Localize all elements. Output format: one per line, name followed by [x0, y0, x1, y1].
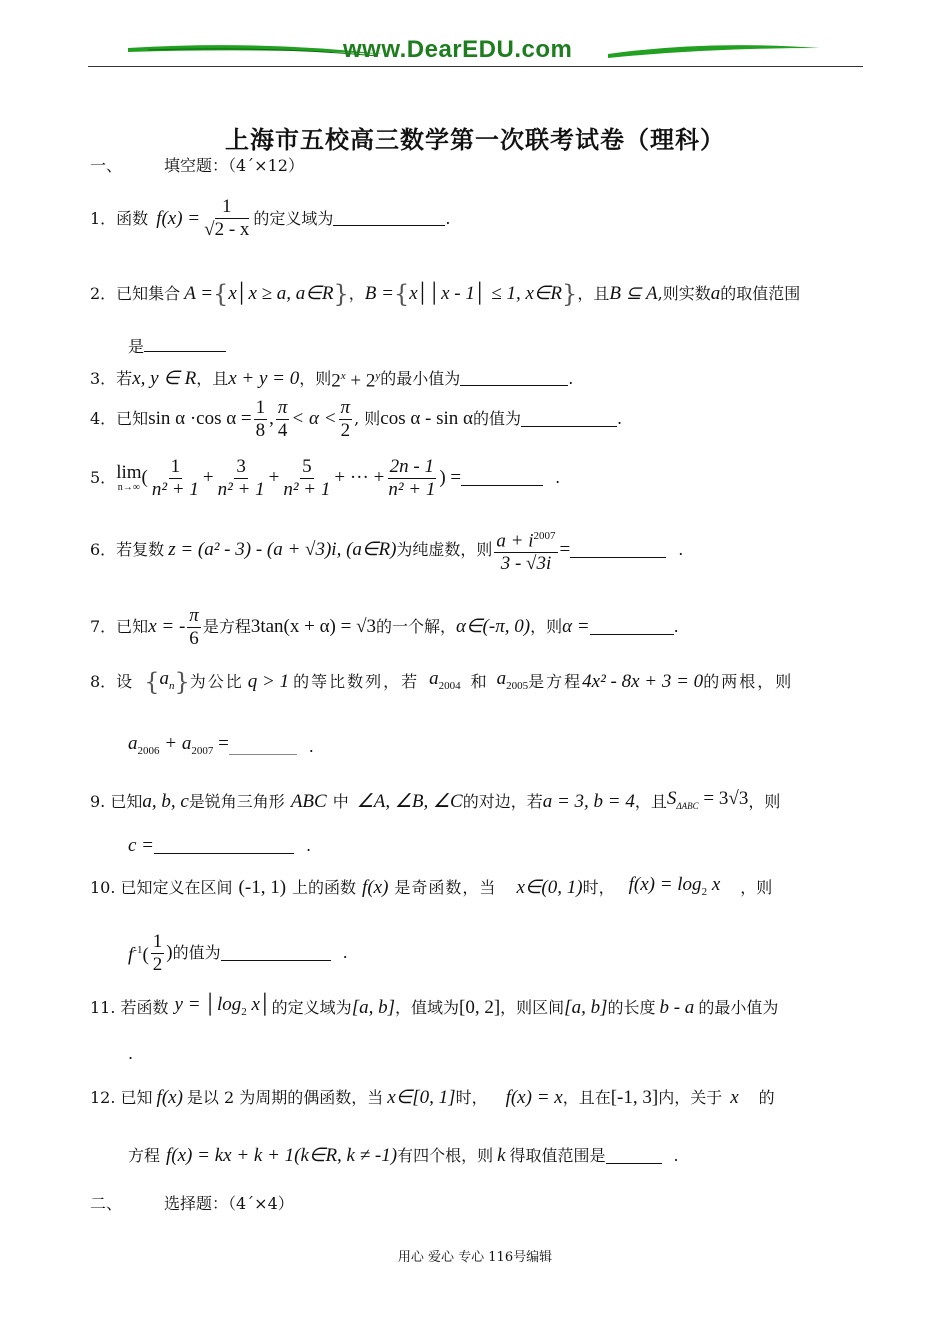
q9-answer-blank[interactable] [154, 839, 294, 854]
site-logo[interactable]: www.DearEDU.com [343, 36, 573, 63]
q5-prefix: 5． [90, 468, 117, 487]
q10-when: 时， [582, 878, 615, 897]
q12-mid: 是以 2 为周期的偶函数，当 [186, 1088, 384, 1107]
q12-prefix: 12. 已知 [90, 1088, 153, 1107]
q4-expr2: cos α - sin α [380, 408, 474, 429]
q9-vals: a = 3, b = 4 [542, 791, 635, 812]
q7-answer-blank[interactable] [590, 620, 674, 635]
q12-f: f(x) [156, 1087, 183, 1108]
q2-prefix: 2．已知集合 [90, 284, 181, 303]
q12-l2-prefix: 方程 [128, 1146, 161, 1165]
q8-q: q > 1 [247, 671, 290, 692]
section-one-number: 一、 [90, 156, 123, 175]
q11-period: . [128, 1044, 134, 1063]
q3-prefix: 3．若 [90, 368, 133, 388]
q11-prefix: 11. 若函数 [90, 998, 169, 1017]
q8-mid2: 的等比数列，若 [293, 672, 420, 691]
q10-range: x∈(0, 1) [516, 877, 583, 898]
q10-prefix: 10. 已知定义在区间 [90, 878, 233, 897]
q11-len: b - a [659, 997, 695, 1018]
q5-frac4: $\frac{2n - 1}{\text{n² + 1}}$ [388, 455, 436, 500]
q5-close: ) = [439, 467, 462, 488]
q11-range: [0, 2] [459, 997, 501, 1018]
q2-and: ，且 [577, 284, 610, 303]
q11-tail: 的最小值为 [698, 998, 779, 1017]
q5-frac3: $\frac{5}{\text{n² + 1}}$ [283, 455, 331, 500]
q4-frac1: $\frac{1}{8}$ [255, 396, 266, 441]
q1-frac-num: 1 [222, 196, 232, 217]
q11-mid3: ，则区间 [500, 998, 565, 1017]
q1-tail: 的定义域为 [253, 208, 334, 228]
q2-answer-blank[interactable] [144, 337, 226, 352]
q7-range: α∈(-π, 0) [456, 616, 531, 637]
section-one-label: 填空题：（4´×12） [164, 156, 304, 175]
q11-mid2: ，值域为 [394, 998, 459, 1017]
q7-then: ，则 [530, 617, 563, 636]
q3-eq: x + y = 0 [228, 367, 300, 389]
q12-and: ，且在 [562, 1088, 611, 1107]
q3-vars: x, y ∈ R [132, 367, 197, 389]
q5-lim: lim n→∞ [116, 462, 142, 493]
question-9 [90, 784, 780, 820]
right-swoosh-icon [608, 38, 823, 62]
q9-then: ，则 [748, 792, 781, 811]
q7-eq: 3tan(x + α) = √3 [250, 616, 377, 637]
question-1: 1．函数 f(x) = $\frac{1}{√2 - x}$ 的定义域为 . [90, 196, 451, 240]
question-8-line2: $a_{2006} + a_{2007}$ = . [128, 734, 314, 761]
q12-x: x [730, 1087, 739, 1108]
q2-tail2: 的取值范围 [720, 284, 801, 303]
q4-frac3: $\frac{\pi}{2}$ [340, 396, 351, 441]
q6-fraction: $\frac{a + i^{2007}}{3 - √3i}$ [494, 525, 557, 575]
q7-alpha: α = [562, 616, 590, 637]
q3-and: ，且 [196, 368, 229, 388]
q8-mid: 为公比 [189, 672, 244, 691]
page-footer: 用心 爱心 专心 116号编辑 [397, 1250, 553, 1265]
q5-dots: + ··· + [334, 467, 385, 488]
q7-mid2: 的一个解， [376, 617, 457, 636]
q12-l2-tail: 得取值范围是 [509, 1146, 606, 1165]
section-two-label: 选择题：（4´×4） [164, 1194, 294, 1213]
q3-then: ，则 [299, 368, 332, 388]
q12-fx: f(x) = x [505, 1087, 563, 1108]
section-two-number: 二、 [90, 1194, 123, 1213]
q10-tail: 的值为 [172, 943, 221, 962]
q6-prefix: 6．若复数 [90, 540, 165, 559]
q3-tail: 的最小值为 [380, 368, 461, 388]
left-brace-icon: { [213, 280, 229, 308]
q5-open: ( [141, 467, 148, 488]
q2-var: a [710, 283, 721, 304]
question-4: 4．已知 sin α ·cos α = $\frac{1}{8}$ , $\frac{\pi}{4}$ < α < $\frac{\pi}{2}$ , 则 cos α - sin α 的值为 . [90, 396, 623, 441]
q9-prefix: 9. 已知 [90, 792, 143, 811]
q8-mid3: 是方程 [528, 672, 583, 691]
q10-mid2: 是奇函数，当 [394, 878, 497, 897]
q2-set-a-body: x│x ≥ a, a∈R [228, 283, 334, 304]
q4-answer-blank[interactable] [521, 412, 617, 427]
q7-mid: 是方程 [202, 617, 251, 636]
q8-a2004: $a_{2004}$ [429, 667, 461, 692]
question-10 [90, 870, 772, 906]
q2-set-a: A = [184, 283, 214, 304]
q10-fx: $f(x) = \log_2 x$ [628, 873, 721, 898]
q9-and: ，且 [634, 792, 667, 811]
page-title: 上海市五校高三数学第一次联考试卷（理科） [225, 126, 725, 154]
q8-prefix: 8．设 [90, 672, 133, 691]
q9-abc-triangle: ABC [290, 791, 327, 812]
q2-set-b-body: x││x - 1│ ≤ 1, x∈R [409, 283, 563, 304]
q11-mid: 的定义域为 [271, 998, 352, 1017]
right-brace-icon: } [562, 280, 578, 308]
q12-in: 内，关于 [658, 1088, 723, 1107]
q9-mid2: 的对边，若 [462, 792, 543, 811]
q7-fraction: $\frac{\pi}{6}$ [189, 604, 199, 649]
q9-zh: 中 [332, 792, 349, 811]
question-11 [90, 990, 778, 1026]
q2-set-b: B = [364, 283, 394, 304]
q3-expr: $2^x + 2^y$ [331, 370, 381, 392]
q10-close: ) [166, 942, 173, 963]
question-2 [90, 280, 801, 308]
q10-interval: (-1, 1) [238, 877, 287, 898]
q12-l2-mid: 有四个根，则 [397, 1146, 494, 1165]
q8-tail: 的两根，则 [703, 672, 794, 691]
q11-ab: [a, b] [351, 997, 395, 1018]
q8-eq: 4x² - 8x + 3 = 0 [582, 671, 704, 692]
q12-range: x∈[0, 1] [387, 1087, 456, 1108]
q8-a2005: $a_{2005}$ [496, 667, 529, 692]
q8-and: 和 [470, 672, 487, 691]
q10-f: f(x) [362, 877, 389, 898]
q5-frac1: $\frac{1}{\text{n² + 1}}$ [151, 455, 199, 500]
q4-then: , 则 [354, 409, 381, 428]
q4-comma: , [269, 408, 274, 429]
q12-answer-blank[interactable] [606, 1149, 662, 1164]
q1-prefix: 1．函数 [90, 208, 149, 228]
q9-abc: a, b, c [142, 791, 189, 812]
q8-an: $a_n$ [159, 667, 175, 692]
q1-lhs: f(x) = [156, 207, 201, 229]
q3-answer-blank[interactable] [460, 371, 568, 386]
q11-mid4: 的长度 [607, 998, 656, 1017]
header-rule [88, 66, 863, 67]
q5-frac2: $\frac{3}{\text{n² + 1}}$ [217, 455, 265, 500]
question-8 [90, 664, 793, 700]
q2-comma: ， [348, 284, 365, 303]
question-9-line2: c = . [128, 835, 312, 856]
right-brace-icon: } [333, 280, 349, 308]
question-3: 3．若 x, y ∈ R ，且 x + y = 0 ，则 $2^x + 2^y$ 的最小值为 . [90, 367, 574, 392]
q10-mid: 上的函数 [292, 878, 357, 897]
left-brace-icon: { [144, 668, 160, 696]
header [88, 30, 863, 70]
q2-tail: ,则实数 [657, 284, 711, 303]
left-brace-icon: { [393, 280, 410, 308]
q4-lt: < α < [291, 408, 337, 429]
q9-mid: 是锐角三角形 [188, 792, 285, 811]
q12-l2-eq: f(x) = kx + k + 1(k∈R, k ≠ -1) [166, 1145, 398, 1166]
q9-c: c = [128, 835, 155, 856]
q5-answer-blank[interactable] [461, 471, 543, 486]
q9-angles: ∠A, ∠B, ∠C [356, 791, 463, 812]
question-10-line2: $f^{-1}$( $\frac{1}{2}$ ) 的值为 . [128, 930, 348, 975]
q4-prefix: 4．已知 [90, 409, 149, 428]
q7-x: x = - [148, 616, 186, 637]
q1-answer-blank[interactable] [333, 211, 445, 226]
q1-fraction [202, 196, 251, 241]
q6-eq: = [559, 539, 571, 560]
question-6: 6．若复数 z = (a² - 3) - (a + √3)i, (a∈R) 为纯虚数，则 $\frac{a + i^{2007}}{3 - √3i}$ = . [90, 522, 683, 578]
question-2-line2 [128, 337, 226, 357]
q6-mid: 为纯虚数，则 [396, 540, 493, 559]
q7-prefix: 7．已知 [90, 617, 149, 636]
q6-answer-blank[interactable] [570, 543, 666, 558]
q10-fraction: $\frac{1}{2}$ [152, 930, 163, 975]
q2-line2-text: 是 [128, 337, 145, 356]
q4-tail: 的值为 [473, 409, 522, 428]
q12-l2-k: k [497, 1145, 506, 1166]
q1-frac-den: √2 - x [204, 219, 250, 240]
q4-frac2: $\frac{\pi}{4}$ [277, 396, 288, 441]
q12-interval: [-1, 3] [610, 1087, 659, 1108]
q11-ab2: [a, b] [564, 997, 608, 1018]
q9-area: $S_{\Delta ABC} = 3√3$ [666, 787, 749, 811]
question-12 [90, 1080, 775, 1116]
q4-expr: sin α ·cos α = [148, 408, 252, 429]
q12-de: 的 [758, 1088, 775, 1107]
q10-then: ，则 [740, 878, 773, 897]
q2-subset: B ⊆ A [609, 283, 658, 304]
question-7: 7．已知 x = - $\frac{\pi}{6}$ 是方程 3tan(x + α) = √3 的一个解， α∈(-π, 0) ，则 α = . [90, 604, 679, 649]
q11-y: $y = │\log_2$ x│ [174, 993, 272, 1018]
q8-answer-blank[interactable] [229, 740, 297, 755]
q6-expr: z = (a² - 3) - (a + √3)i, (a∈R) [168, 539, 397, 560]
question-12-line2: 方程 f(x) = kx + k + 1(k∈R, k ≠ -1) 有四个根，则 k 得取值范围是 . [128, 1145, 679, 1166]
right-brace-icon: } [174, 668, 190, 696]
q10-answer-blank[interactable] [221, 946, 331, 961]
q12-when: 时， [455, 1088, 488, 1107]
q8-sum: $a_{2006} + a_{2007}$ = [128, 733, 229, 757]
q10-inverse: $f^{-1}$( [128, 944, 149, 966]
question-5: 5． lim n→∞ ( $\frac{1}{\text{n² + 1}}$ + $\frac{3}{\text{n² + 1}}$ + $\frac{5}{\text{n² + 1}}$ + ··· + $\frac{2n - 1}{\text{n² + 1}}$ ) = . [90, 455, 561, 500]
